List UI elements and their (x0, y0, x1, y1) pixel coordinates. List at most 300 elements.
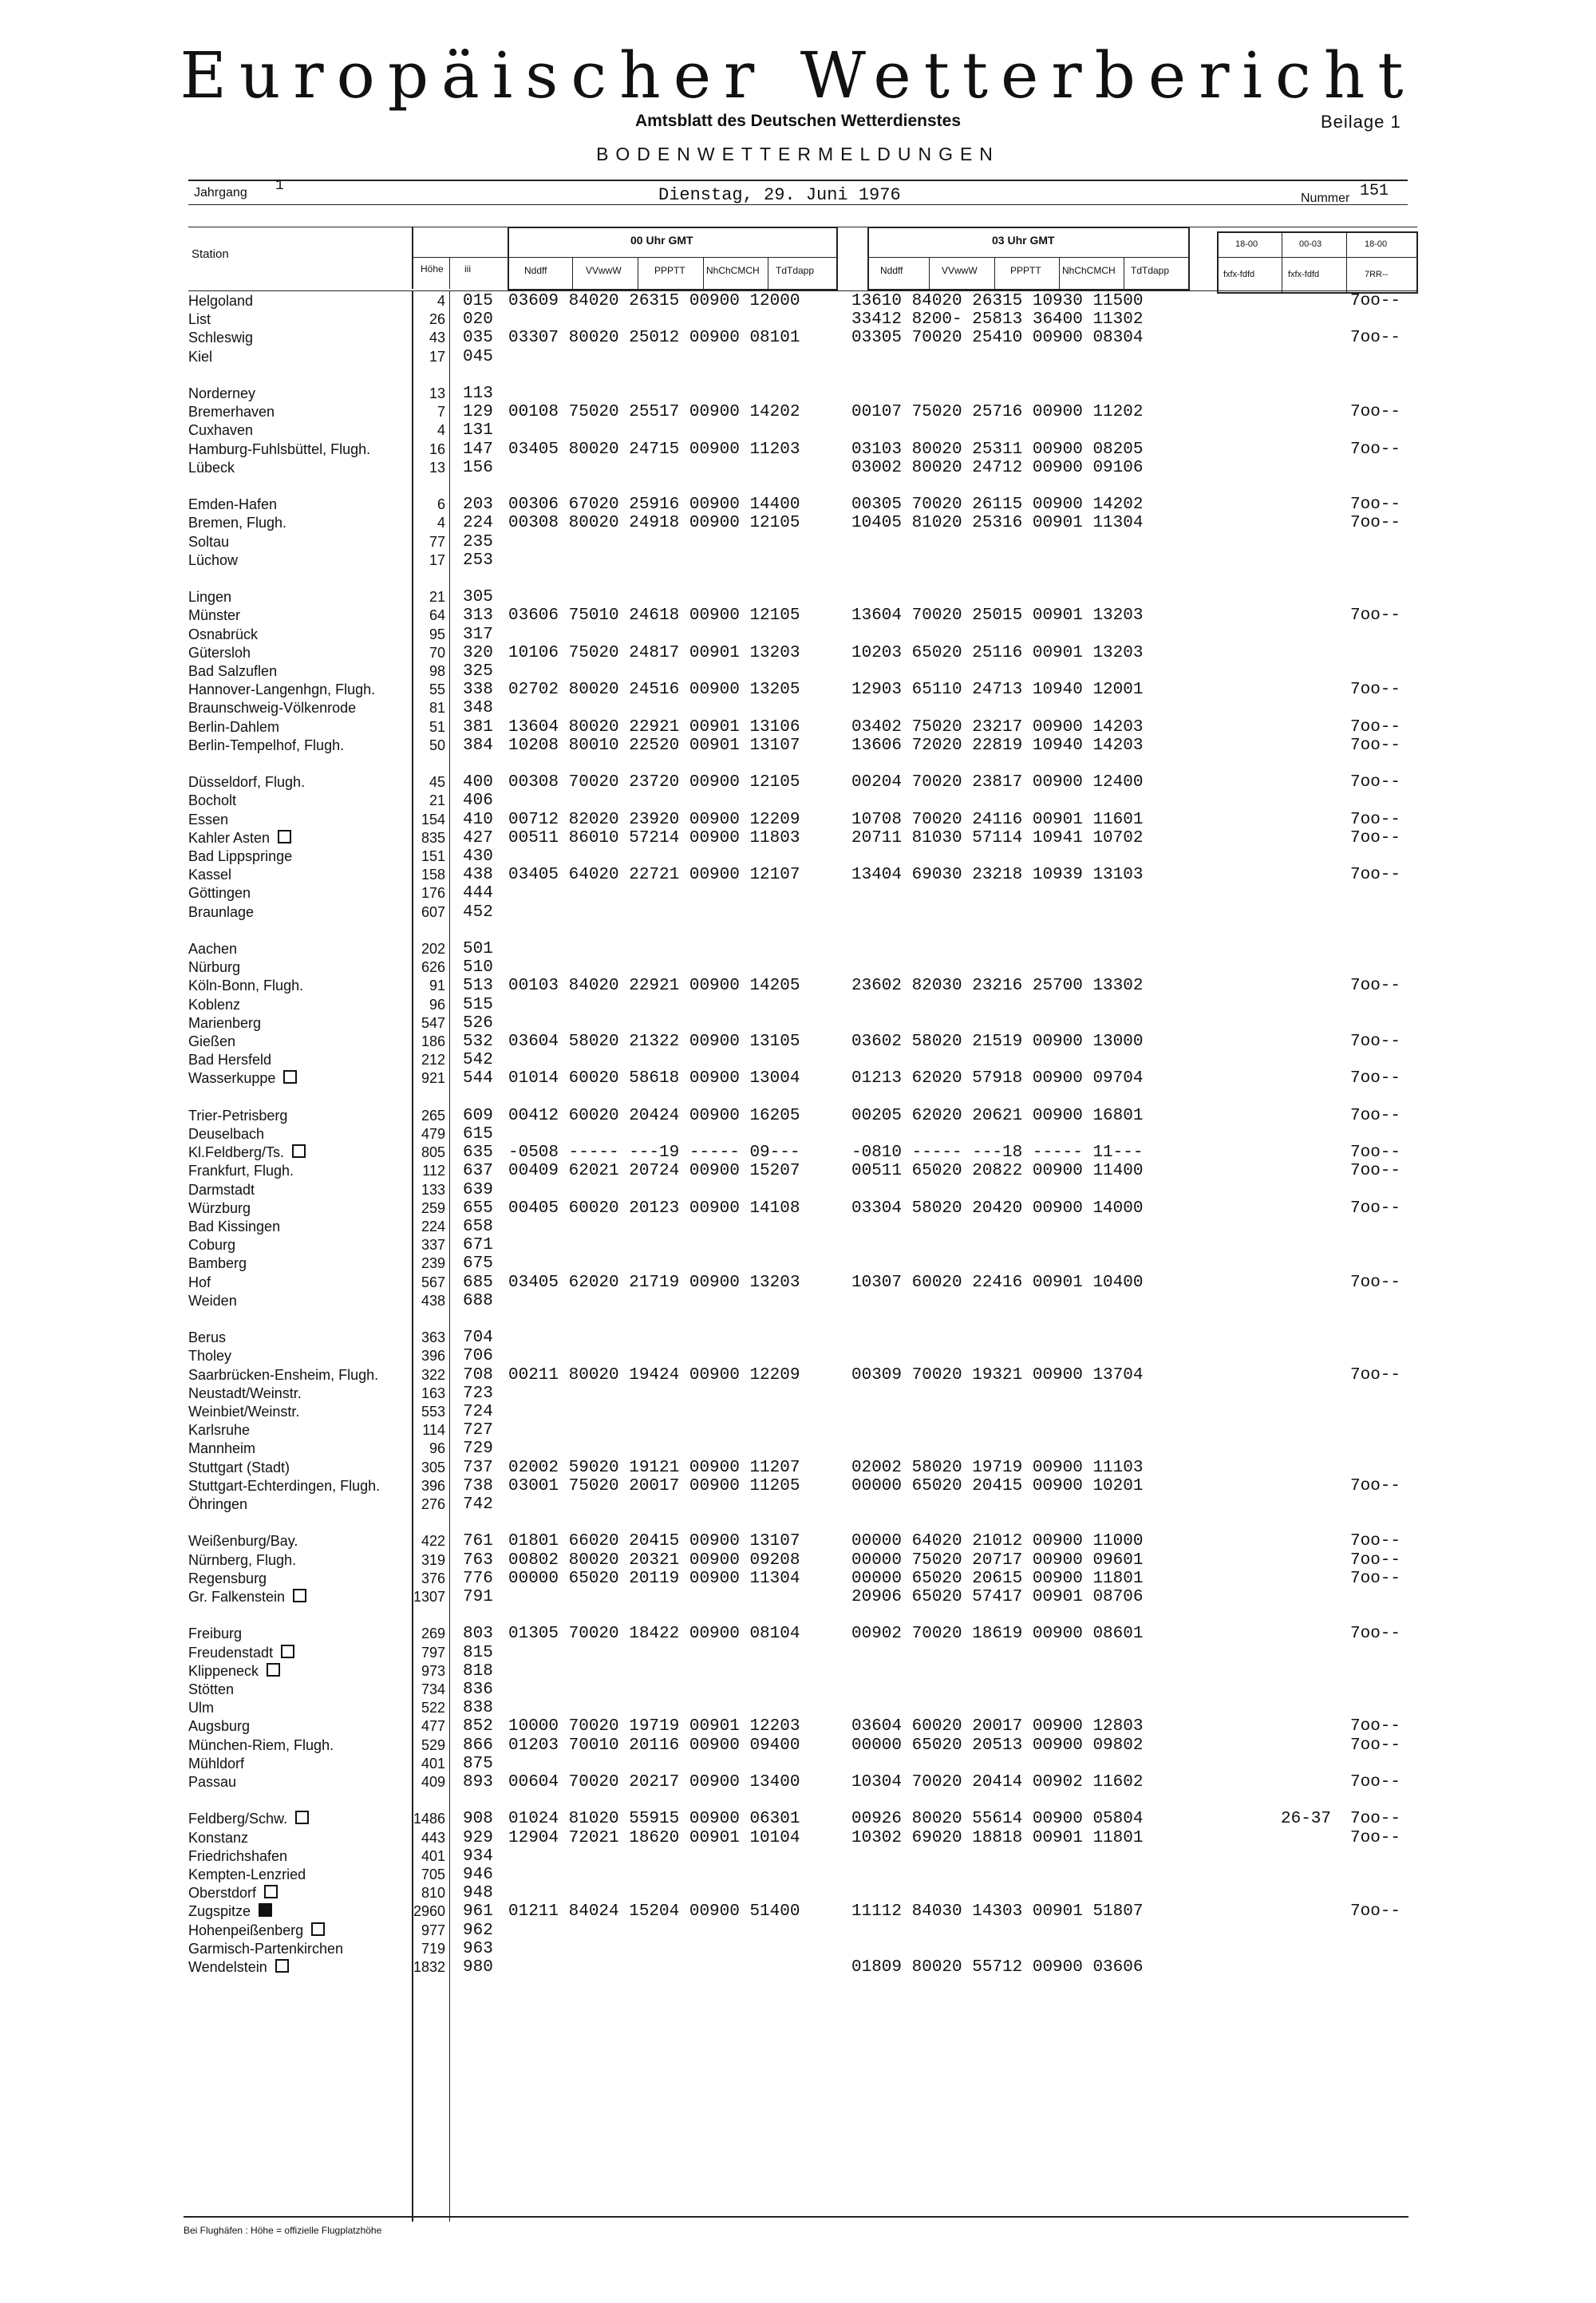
table-row (0, 1459, 1596, 1477)
station-height: 112 (422, 1163, 445, 1179)
station-id: 980 (463, 1958, 493, 1977)
station-height: 17 (429, 551, 445, 568)
station-height: 96 (429, 996, 445, 1013)
obs-03-gmt: 01213 62020 57918 00900 09704 (851, 1069, 1144, 1088)
station-height: 401 (421, 1755, 445, 1772)
table-row (0, 811, 1596, 829)
station-label: Nürburg (188, 959, 241, 976)
station-id: 544 (463, 1069, 493, 1088)
station-name (188, 940, 237, 958)
station-label: Bad Lippspringe (188, 848, 293, 864)
header-rule-top (188, 180, 1408, 181)
station-height: 21 (429, 589, 445, 606)
station-id: 729 (463, 1440, 493, 1459)
station-name (188, 1866, 306, 1884)
station-id: 875 (463, 1754, 493, 1773)
table-row (0, 606, 1596, 625)
station-id: 020 (463, 310, 493, 330)
station-name (188, 1755, 244, 1773)
station-name (188, 1644, 294, 1662)
group03-col-divider-2 (994, 257, 995, 289)
station-name (188, 884, 251, 903)
obs-00-gmt: 10106 75020 24817 00901 13203 (508, 643, 800, 662)
table-row (0, 1866, 1596, 1884)
station-height: 553 (421, 1404, 445, 1420)
station-label: Augsburg (188, 1718, 251, 1735)
station-id: 532 (463, 1033, 493, 1051)
obs-00-gmt: 00308 70020 23720 00900 12105 (508, 773, 800, 792)
station-height: 1307 (413, 1589, 445, 1605)
station-label: Osnabrück (188, 626, 259, 642)
station-id: 934 (463, 1847, 493, 1866)
station-label: Hamburg-Fuhlsbüttel, Flugh. (188, 440, 371, 457)
station-label: Coburg (188, 1237, 236, 1254)
station-id: 658 (463, 1218, 493, 1236)
station-label: Weinbiet/Weinstr. (188, 1404, 300, 1420)
station-id: 738 (463, 1476, 493, 1495)
station-id: 045 (463, 347, 493, 366)
station-height: 224 (421, 1219, 445, 1234)
table-row (0, 533, 1596, 551)
obs-00-gmt: 00511 86010 57214 00900 11803 (508, 828, 800, 847)
station-height: 186 (421, 1033, 445, 1049)
mountain-station-icon (292, 1144, 306, 1158)
table-row (0, 1181, 1596, 1199)
precip-group: 7oo-- (1350, 1532, 1401, 1551)
group00-col-dewpoint: TdTdapp (776, 265, 815, 276)
station-id: 338 (463, 681, 493, 700)
station-name (188, 459, 235, 477)
station-name (188, 1033, 235, 1051)
subtitle: Amtsblatt des Deutschen Wetterdienstes (634, 112, 962, 130)
station-label: Feldberg/Schw. (188, 1811, 288, 1827)
station-label: Soltau (188, 533, 230, 550)
obs-03-gmt: 00305 70020 26115 00900 14202 (851, 496, 1144, 515)
station-id: 542 (463, 1051, 493, 1070)
station-label: Braunschweig-Völkenrode (188, 700, 357, 717)
station-height: 7 (437, 404, 445, 421)
station-id: 427 (463, 828, 493, 847)
station-height: 1832 (413, 1959, 445, 1975)
table-row (0, 440, 1596, 459)
station-label: Berus (188, 1329, 227, 1346)
station-name (188, 1366, 378, 1385)
station-id: 675 (463, 1254, 493, 1274)
obs-03-gmt: 01809 80020 55712 00900 03606 (851, 1958, 1144, 1977)
station-name (188, 440, 370, 459)
station-name (188, 1292, 237, 1310)
station-name (188, 1162, 294, 1180)
station-id: 320 (463, 643, 493, 662)
station-label: Aachen (188, 941, 238, 957)
station-id: 818 (463, 1661, 493, 1681)
table-row (0, 1625, 1596, 1643)
table-row (0, 1199, 1596, 1218)
station-label: Freiburg (188, 1626, 243, 1642)
table-row (0, 847, 1596, 866)
obs-00-gmt: 01203 70010 20116 00900 09400 (508, 1736, 800, 1755)
jahrgang-value: 1 (275, 178, 284, 194)
station-height: 163 (421, 1385, 445, 1401)
station-id: 325 (463, 662, 493, 681)
obs-03-gmt: 00000 65020 20415 00900 10201 (851, 1476, 1144, 1495)
obs-00-gmt: 00802 80020 20321 00900 09208 (508, 1550, 800, 1570)
station-id: 224 (463, 514, 493, 533)
station-label: Emden-Hafen (188, 496, 278, 513)
station-label: Helgoland (188, 293, 254, 309)
precip-group: 7oo-- (1350, 828, 1401, 847)
station-label: Bremerhaven (188, 404, 275, 421)
obs-00-gmt: 00211 80020 19424 00900 12209 (508, 1365, 800, 1385)
precip-group: 7oo-- (1350, 1033, 1401, 1051)
table-row (0, 1570, 1596, 1588)
station-height: 363 (421, 1329, 445, 1346)
precip-group: 7oo-- (1350, 496, 1401, 515)
station-label: Marienberg (188, 1014, 262, 1031)
obs-03-gmt: 00107 75020 25716 00900 11202 (851, 403, 1144, 422)
precip-group: 7oo-- (1350, 736, 1401, 755)
station-label: Lüchow (188, 551, 239, 568)
station-height: 265 (421, 1107, 445, 1124)
station-height: 96 (429, 1440, 445, 1457)
table-row (0, 1847, 1596, 1866)
group03-col-vvwww: VVwwW (942, 265, 978, 276)
station-label: Bocholt (188, 792, 237, 809)
obs-03-gmt: 00511 65020 20822 00900 11400 (851, 1162, 1144, 1181)
station-label: Wendelstein (188, 1959, 267, 1975)
obs-00-gmt: 12904 72021 18620 00901 10104 (508, 1828, 800, 1847)
table-row (0, 1551, 1596, 1570)
station-height: 376 (421, 1570, 445, 1586)
obs-03-gmt: 00000 65020 20513 00900 09802 (851, 1736, 1144, 1755)
station-label: München-Riem, Flugh. (188, 1736, 334, 1753)
table-row (0, 884, 1596, 903)
station-name (188, 606, 240, 625)
obs-03-gmt: 13606 72020 22819 10940 14203 (851, 736, 1144, 755)
station-height: 337 (421, 1237, 445, 1254)
obs-03-gmt: 13610 84020 26315 10930 11500 (851, 292, 1144, 310)
station-label: Bad Kissingen (188, 1219, 281, 1234)
station-name (188, 1459, 290, 1477)
station-name (188, 1532, 298, 1550)
station-label: Würzburg (188, 1199, 251, 1216)
station-name (188, 1847, 287, 1866)
station-id: 113 (463, 385, 493, 403)
obs-00-gmt: 00306 67020 25916 00900 14400 (508, 496, 800, 515)
hoehe-column-box (412, 227, 508, 289)
station-name (188, 1810, 309, 1828)
table-row (0, 1736, 1596, 1755)
table-row (0, 1440, 1596, 1458)
extra-col2-top: 00-03 (1299, 239, 1322, 249)
table-row (0, 1662, 1596, 1681)
obs-03-gmt: 20906 65020 57417 00901 08706 (851, 1588, 1144, 1606)
station-height: 91 (429, 978, 445, 994)
station-label: Lübeck (188, 459, 235, 476)
group03-col-ppptt: PPPTT (1010, 265, 1041, 276)
station-height: 21 (429, 792, 445, 809)
station-height: 50 (429, 737, 445, 753)
mountain-station-icon (311, 1922, 325, 1936)
mountain-station-icon (295, 1811, 309, 1824)
precip-group: 7oo-- (1350, 681, 1401, 700)
table-row (0, 1125, 1596, 1144)
mountain-station-icon (283, 1070, 297, 1084)
section-title: BODENWETTERMELDUNGEN (596, 144, 1000, 164)
group03-col-divider-3 (1059, 257, 1060, 289)
obs-03-gmt: 03103 80020 25311 00900 08205 (851, 440, 1144, 459)
group03-header: 03 Uhr GMT (992, 234, 1055, 247)
station-name (188, 1699, 214, 1717)
table-row (0, 310, 1596, 329)
obs-00-gmt: 00405 60020 20123 00900 14108 (508, 1199, 800, 1218)
station-id: 452 (463, 903, 493, 922)
station-height: 319 (421, 1551, 445, 1568)
station-label: Nürnberg, Flugh. (188, 1551, 297, 1568)
station-id: 609 (463, 1106, 493, 1125)
obs-03-gmt: 10304 70020 20414 00902 11602 (851, 1773, 1144, 1791)
station-name (188, 626, 258, 644)
obs-00-gmt: 01024 81020 55915 00900 06301 (508, 1810, 800, 1829)
table-row (0, 644, 1596, 662)
table-row (0, 1254, 1596, 1273)
mountain-station-icon (275, 1959, 289, 1973)
table-row (0, 1421, 1596, 1440)
table-row (0, 496, 1596, 514)
station-height: 98 (429, 663, 445, 679)
station-name (188, 737, 344, 755)
obs-03-gmt: 33412 8200- 25813 36400 11302 (851, 310, 1144, 330)
obs-00-gmt: 00308 80020 24918 00900 12105 (508, 514, 800, 533)
table-row (0, 1644, 1596, 1662)
station-label: Friedrichshafen (188, 1847, 288, 1864)
station-height: 64 (429, 607, 445, 624)
station-name (188, 1477, 380, 1495)
station-id: 510 (463, 958, 493, 978)
group00-col-nddff: Nddff (524, 265, 547, 276)
station-height: 401 (421, 1847, 445, 1864)
station-height: 276 (421, 1496, 445, 1512)
station-label: Hannover-Langenhgn, Flugh. (188, 681, 376, 698)
obs-00-gmt: 03609 84020 26315 00900 12000 (508, 292, 800, 310)
obs-00-gmt: 00604 70020 20217 00900 13400 (508, 1773, 800, 1791)
station-height: 438 (421, 1292, 445, 1309)
extra-col1-bottom: fxfx-fdfd (1223, 270, 1255, 279)
obs-00-gmt: 02002 59020 19121 00900 11207 (508, 1458, 800, 1477)
station-name (188, 292, 253, 310)
station-id: 708 (463, 1365, 493, 1385)
obs-03-gmt: 03602 58020 21519 00900 13000 (851, 1033, 1144, 1051)
obs-00-gmt: 03307 80020 25012 00900 08101 (508, 329, 800, 348)
station-name (188, 1940, 343, 1958)
station-label: Koblenz (188, 996, 241, 1013)
station-label: Garmisch-Partenkirchen (188, 1940, 344, 1957)
table-row (0, 1292, 1596, 1310)
obs-03-gmt: 03604 60020 20017 00900 12803 (851, 1717, 1144, 1736)
station-height: 479 (421, 1126, 445, 1142)
station-name (188, 829, 291, 847)
precip-group: 7oo-- (1350, 1162, 1401, 1181)
station-id: 430 (463, 847, 493, 866)
station-label: Darmstadt (188, 1181, 255, 1198)
group03-col-divider-1 (929, 257, 930, 289)
station-label: Bad Hersfeld (188, 1052, 272, 1069)
station-id: 908 (463, 1810, 493, 1829)
table-row (0, 385, 1596, 403)
station-label: Düsseldorf, Flugh. (188, 774, 306, 791)
group00-col-vvwww: VVwwW (586, 265, 622, 276)
station-label: Gütersloh (188, 644, 251, 661)
station-name (188, 1922, 325, 1940)
station-name (188, 1681, 234, 1699)
station-name (188, 1717, 250, 1736)
station-label: Kahler Asten (188, 829, 271, 846)
station-height: 114 (422, 1422, 445, 1439)
station-name (188, 1625, 242, 1643)
station-id: 035 (463, 329, 493, 348)
obs-03-gmt: 10203 65020 25116 00901 13203 (851, 643, 1144, 662)
precip-group: 7oo-- (1350, 1828, 1401, 1847)
station-id: 639 (463, 1180, 493, 1199)
table-row (0, 662, 1596, 681)
station-id: 791 (463, 1588, 493, 1606)
station-height: 202 (421, 941, 445, 957)
station-name (188, 958, 240, 977)
station-label: Kassel (188, 867, 232, 883)
station-name (188, 1236, 235, 1254)
station-height: 2960 (413, 1903, 445, 1920)
table-row (0, 421, 1596, 440)
station-name (188, 496, 277, 514)
table-row (0, 829, 1596, 847)
precip-group: 7oo-- (1350, 514, 1401, 533)
obs-03-gmt: 13604 70020 25015 00901 13203 (851, 606, 1144, 626)
station-height: 522 (421, 1700, 445, 1716)
station-label: Norderney (188, 385, 256, 401)
precip-group: 7oo-- (1350, 1476, 1401, 1495)
extra-header-rule (1217, 257, 1418, 258)
obs-00-gmt: 02702 80020 24516 00900 13205 (508, 681, 800, 700)
table-row (0, 903, 1596, 922)
station-label: Münster (188, 607, 241, 624)
station-id: 852 (463, 1717, 493, 1736)
table-row (0, 551, 1596, 570)
obs-00-gmt: 03405 64020 22721 00900 12107 (508, 866, 800, 885)
station-height: 734 (421, 1681, 445, 1697)
station-id: 866 (463, 1736, 493, 1755)
table-row (0, 1588, 1596, 1606)
station-height: 443 (421, 1829, 445, 1846)
station-height: 158 (421, 867, 445, 883)
station-id: 929 (463, 1828, 493, 1847)
station-id: 961 (463, 1902, 493, 1922)
station-name (188, 1495, 247, 1514)
precip-group: 7oo-- (1350, 773, 1401, 792)
mountain-station-icon (267, 1663, 280, 1677)
obs-00-gmt: 03604 58020 21322 00900 13105 (508, 1033, 800, 1051)
station-height: 43 (429, 330, 445, 346)
station-label: List (188, 311, 211, 328)
station-id: 803 (463, 1625, 493, 1644)
obs-03-gmt: 00902 70020 18619 00900 08601 (851, 1625, 1144, 1644)
obs-00-gmt: 00412 60020 20424 00900 16205 (508, 1106, 800, 1125)
precip-group: 7oo-- (1350, 1144, 1401, 1163)
station-name (188, 1588, 306, 1606)
table-row (0, 1902, 1596, 1921)
table-row (0, 1403, 1596, 1421)
obs-03-gmt: 10302 69020 18818 00901 11801 (851, 1828, 1144, 1847)
precip-group: 7oo-- (1350, 329, 1401, 348)
precip-group: 7oo-- (1350, 1069, 1401, 1088)
table-row (0, 792, 1596, 810)
issue-date: Dienstag, 29. Juni 1976 (658, 185, 901, 205)
station-name (188, 773, 305, 792)
extra-col1-top: 18-00 (1235, 239, 1258, 249)
table-row (0, 1829, 1596, 1847)
station-height: 396 (421, 1477, 445, 1494)
station-name (188, 1440, 255, 1458)
precip-group: 7oo-- (1350, 1810, 1401, 1829)
station-id: 948 (463, 1884, 493, 1903)
station-name (188, 1902, 272, 1921)
station-height: 16 (429, 440, 445, 457)
station-name (188, 1736, 334, 1755)
nummer-label: Nummer (1301, 192, 1350, 205)
station-label: Köln-Bonn, Flugh. (188, 978, 304, 994)
station-id: 742 (463, 1495, 493, 1514)
station-height: 6 (437, 496, 445, 513)
station-height: 921 (421, 1070, 445, 1087)
table-row (0, 1366, 1596, 1385)
station-height: 805 (421, 1144, 445, 1161)
station-label: Stuttgart-Echterdingen, Flugh. (188, 1477, 381, 1494)
station-id: 963 (463, 1939, 493, 1958)
station-height: 973 (421, 1662, 445, 1679)
station-name (188, 514, 286, 532)
station-height: 45 (429, 774, 445, 791)
station-height: 567 (421, 1274, 445, 1290)
station-name (188, 1144, 306, 1162)
precip-group: 7oo-- (1350, 1717, 1401, 1736)
hoehe-header: Höhe (421, 263, 444, 275)
station-id: 815 (463, 1643, 493, 1662)
obs-00-gmt: 00409 62021 20724 00900 15207 (508, 1162, 800, 1181)
group03-header-rule (867, 257, 1190, 258)
table-row (0, 348, 1596, 366)
precip-group: 7oo-- (1350, 1199, 1401, 1218)
obs-00-gmt: 03405 80020 24715 00900 11203 (508, 440, 800, 459)
station-id: 501 (463, 940, 493, 958)
obs-00-gmt: 01305 70020 18422 00900 08104 (508, 1625, 800, 1644)
station-height: 547 (421, 1014, 445, 1031)
station-label: Zugspitze (188, 1903, 251, 1920)
station-height: 77 (429, 533, 445, 550)
station-id: 671 (463, 1236, 493, 1255)
station-label: Trier-Petrisberg (188, 1107, 288, 1124)
station-id: 704 (463, 1329, 493, 1348)
station-id: 761 (463, 1532, 493, 1551)
obs-03-gmt: 13404 69030 23218 10939 13103 (851, 866, 1144, 885)
precip-group: 7oo-- (1350, 440, 1401, 459)
station-name (188, 1014, 261, 1033)
station-name (188, 1218, 280, 1236)
table-row (0, 1385, 1596, 1403)
obs-00-gmt: 00000 65020 20119 00900 11304 (508, 1569, 800, 1588)
station-name (188, 1570, 267, 1588)
station-label: Wasserkuppe (188, 1070, 276, 1087)
group03-col-clouds: NhChCMCH (1062, 265, 1116, 276)
obs-03-gmt: 12903 65110 24713 10940 12001 (851, 681, 1144, 700)
